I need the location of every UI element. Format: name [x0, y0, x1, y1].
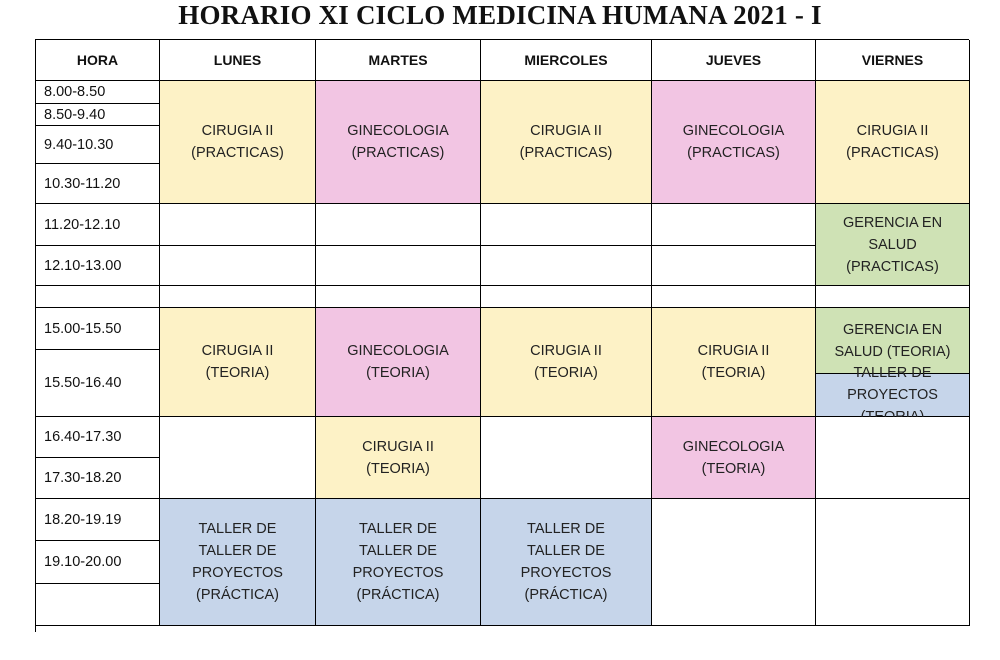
course-block-jueves-afternoon: CIRUGIA II (TEORIA) — [652, 308, 816, 417]
course-block-viernes-afternoon-2: PROYECTOS — [816, 374, 970, 417]
empty-cell — [160, 204, 316, 246]
hour-cell: 18.20-19.19 — [36, 499, 160, 541]
empty-cell — [652, 204, 816, 246]
break-cell — [652, 286, 816, 308]
empty-cell — [816, 417, 970, 499]
hour-cell: 11.20-12.10 — [36, 204, 160, 246]
course-block-viernes-afternoon-1: GERENCIA EN SALUD (TEORIA) — [816, 308, 970, 374]
course-block-martes-evening: TALLER DE TALLER DE PROYECTOS (PRÁCTICA) — [316, 499, 481, 626]
hour-cell: 12.10-13.00 — [36, 246, 160, 286]
empty-cell — [652, 246, 816, 286]
empty-cell — [316, 204, 481, 246]
course-block-miercoles-afternoon: CIRUGIA II (TEORIA) — [481, 308, 652, 417]
course-block-lunes-evening: TALLER DE TALLER DE PROYECTOS (PRÁCTICA) — [160, 499, 316, 626]
course-block-miercoles-evening: TALLER DE TALLER DE PROYECTOS (PRÁCTICA) — [481, 499, 652, 626]
header-lunes: LUNES — [160, 40, 316, 81]
course-block-viernes-midday: GERENCIA EN SALUD (PRACTICAS) — [816, 204, 970, 286]
header-miercoles: MIERCOLES — [481, 40, 652, 81]
empty-cell — [481, 417, 652, 499]
course-block-martes-afternoon: GINECOLOGIA (TEORIA) — [316, 308, 481, 417]
hour-cell-blank — [36, 286, 160, 308]
hour-cell: 10.30-11.20 — [36, 164, 160, 204]
header-jueves: JUEVES — [652, 40, 816, 81]
empty-cell — [481, 246, 652, 286]
break-cell — [316, 286, 481, 308]
header-viernes: VIERNES — [816, 40, 970, 81]
course-block-lunes-afternoon: CIRUGIA II (TEORIA) — [160, 308, 316, 417]
empty-cell — [481, 204, 652, 246]
break-cell — [160, 286, 316, 308]
course-block-jueves-late: GINECOLOGIA (TEORIA) — [652, 417, 816, 499]
schedule-table — [35, 39, 969, 632]
hour-cell: 8.00-8.50 — [36, 81, 160, 104]
header-martes: MARTES — [316, 40, 481, 81]
hour-cell: 8.50-9.40 — [36, 104, 160, 126]
course-block-miercoles-morning: CIRUGIA II (PRACTICAS) — [481, 81, 652, 204]
course-block-viernes-morning: CIRUGIA II (PRACTICAS) — [816, 81, 970, 204]
empty-cell — [160, 246, 316, 286]
hour-cell: 17.30-18.20 — [36, 458, 160, 499]
empty-cell — [316, 246, 481, 286]
hour-cell: 15.00-15.50 — [36, 308, 160, 350]
hour-cell: 16.40-17.30 — [36, 417, 160, 458]
course-block-martes-late: CIRUGIA II (TEORIA) — [316, 417, 481, 499]
course-block-martes-morning: GINECOLOGIA (PRACTICAS) — [316, 81, 481, 204]
hour-cell: 19.10-20.00 — [36, 541, 160, 584]
course-block-lunes-morning: CIRUGIA II (PRACTICAS) — [160, 81, 316, 204]
course-block-jueves-morning: GINECOLOGIA (PRACTICAS) — [652, 81, 816, 204]
break-cell — [816, 286, 970, 308]
header-hora: HORA — [36, 40, 160, 81]
page-title: HORARIO XI CICLO MEDICINA HUMANA 2021 - I — [178, 0, 822, 30]
empty-cell — [160, 417, 316, 499]
empty-cell — [652, 499, 816, 626]
empty-cell — [816, 499, 970, 626]
hour-cell-blank — [36, 584, 160, 626]
break-cell — [481, 286, 652, 308]
hour-cell: 9.40-10.30 — [36, 126, 160, 164]
hour-cell: 15.50-16.40 — [36, 350, 160, 417]
